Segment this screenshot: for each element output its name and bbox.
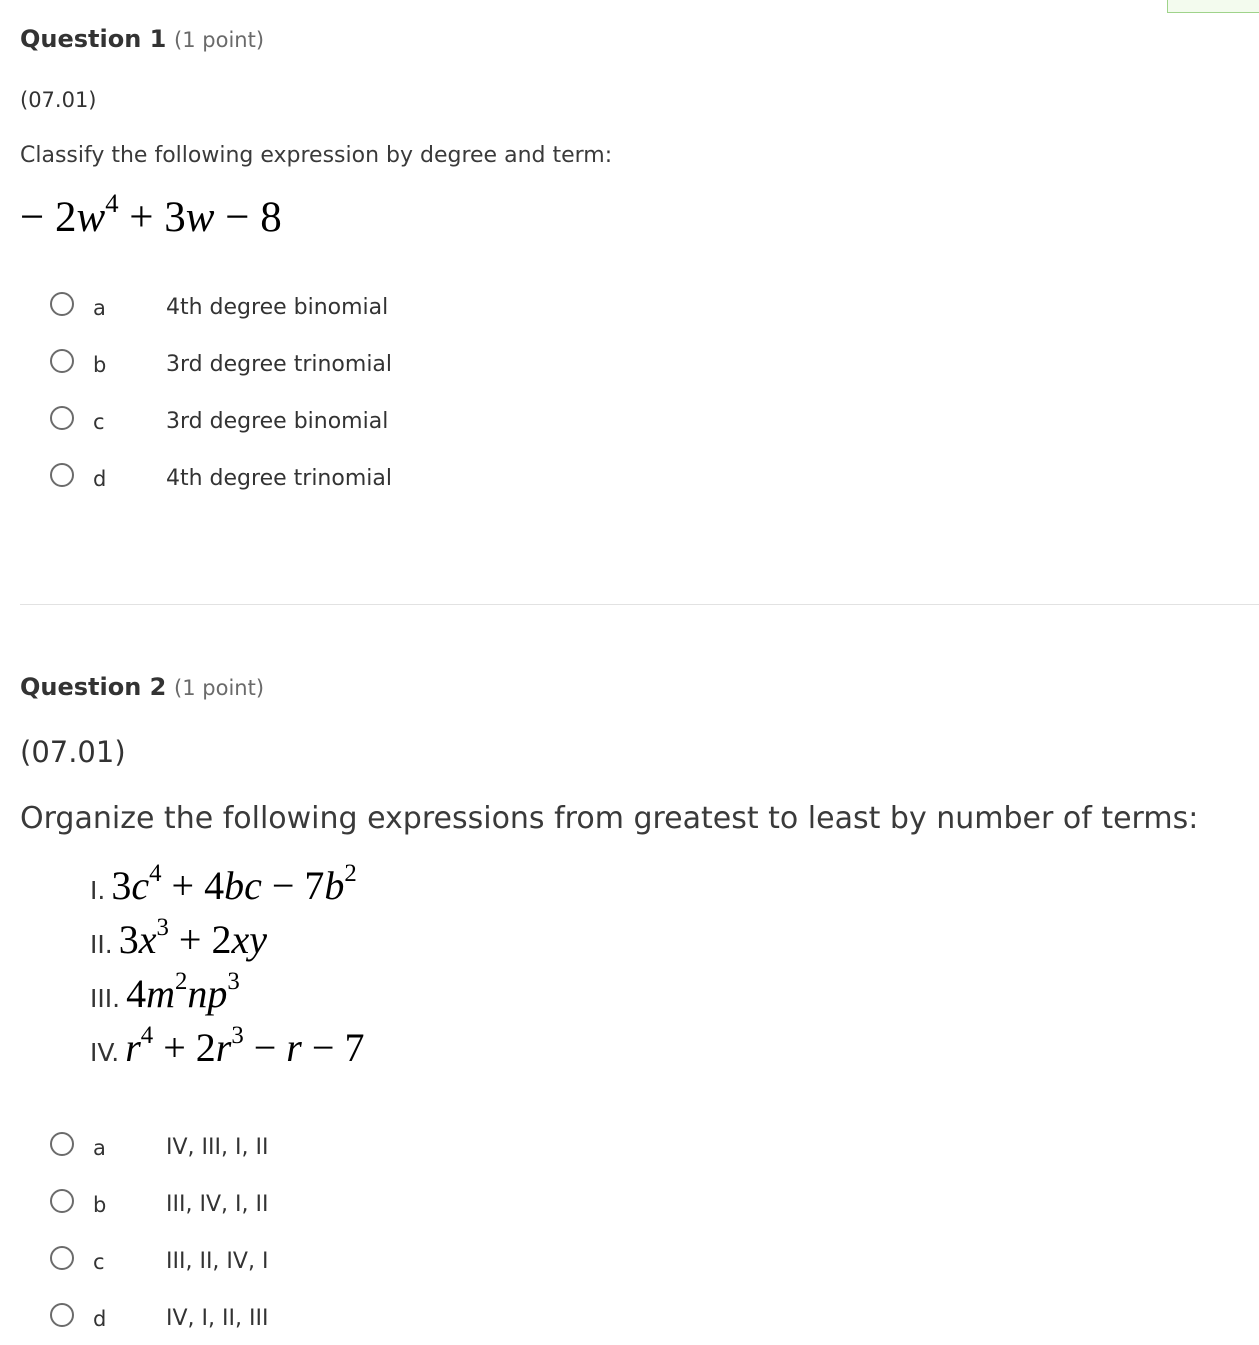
q2-choice-a[interactable] xyxy=(48,1132,548,1162)
choice-text: IV, III, I, II xyxy=(166,1135,269,1160)
radio-button[interactable] xyxy=(50,292,74,316)
polynomial-expression: − $2w^4 + 3w - 8$ xyxy=(20,187,282,241)
expression-item-3 xyxy=(90,967,240,1017)
question-points: (1 point) xyxy=(174,676,265,700)
q2-choice-c[interactable] xyxy=(48,1246,548,1276)
question-code: (07.01) xyxy=(20,88,97,112)
math-expression: $3c^4 + 4bc - 7b^2$ xyxy=(111,859,357,908)
question-2-header xyxy=(20,672,264,703)
math-expression: $4m^2np^3$ xyxy=(126,967,240,1016)
question-prompt: Classify the following expression by degree and term: xyxy=(20,143,613,168)
radio-button[interactable] xyxy=(50,1303,74,1327)
question-prompt: Organize the following expressions from greatest to least by number of terms: xyxy=(20,801,1199,836)
q1-choice-b[interactable] xyxy=(48,349,548,379)
choice-text: 4th degree trinomial xyxy=(166,466,392,491)
expression-numeral: IV. xyxy=(90,1038,120,1067)
choice-text: 4th degree binomial xyxy=(166,295,389,320)
expression-item-1 xyxy=(90,859,357,909)
question-divider xyxy=(20,604,1259,605)
choice-text: 3rd degree trinomial xyxy=(166,352,393,377)
choice-letter: d xyxy=(93,1307,107,1331)
radio-button[interactable] xyxy=(50,406,74,430)
choice-text: III, IV, I, II xyxy=(166,1192,269,1217)
choice-letter: a xyxy=(93,1136,106,1160)
q2-choice-b[interactable] xyxy=(48,1189,548,1219)
math-expression: $3x^3 + 2xy$ xyxy=(118,913,267,962)
radio-button[interactable] xyxy=(50,1132,74,1156)
expression-numeral: I. xyxy=(90,876,106,905)
corner-tab xyxy=(1167,0,1259,13)
q1-choice-a[interactable] xyxy=(48,292,548,322)
radio-button[interactable] xyxy=(50,349,74,373)
choice-text: IV, I, II, III xyxy=(166,1306,269,1331)
expression-item-4 xyxy=(90,1021,365,1071)
choice-letter: b xyxy=(93,353,107,377)
q1-choice-c[interactable] xyxy=(48,406,548,436)
choice-letter: a xyxy=(93,296,106,320)
expression-numeral: III. xyxy=(90,984,121,1013)
expression-item-2 xyxy=(90,913,267,963)
choice-letter: b xyxy=(93,1193,107,1217)
q1-choice-d[interactable] xyxy=(48,463,548,493)
q2-choice-d[interactable] xyxy=(48,1303,548,1333)
choice-text: III, II, IV, I xyxy=(166,1249,269,1274)
math-expression: $r^4 + 2r^3 - r - 7$ xyxy=(125,1021,365,1070)
radio-button[interactable] xyxy=(50,1246,74,1270)
radio-button[interactable] xyxy=(50,1189,74,1213)
choice-letter: c xyxy=(93,1250,105,1274)
choice-letter: c xyxy=(93,410,105,434)
choice-text: 3rd degree binomial xyxy=(166,409,389,434)
expression-numeral: II. xyxy=(90,930,113,959)
choice-letter: d xyxy=(93,467,107,491)
question-1-header xyxy=(20,24,264,55)
question-title: Question 2 xyxy=(20,673,167,701)
question-points: (1 point) xyxy=(174,28,265,52)
question-title: Question 1 xyxy=(20,25,167,53)
radio-button[interactable] xyxy=(50,463,74,487)
question-code: (07.01) xyxy=(20,735,126,769)
